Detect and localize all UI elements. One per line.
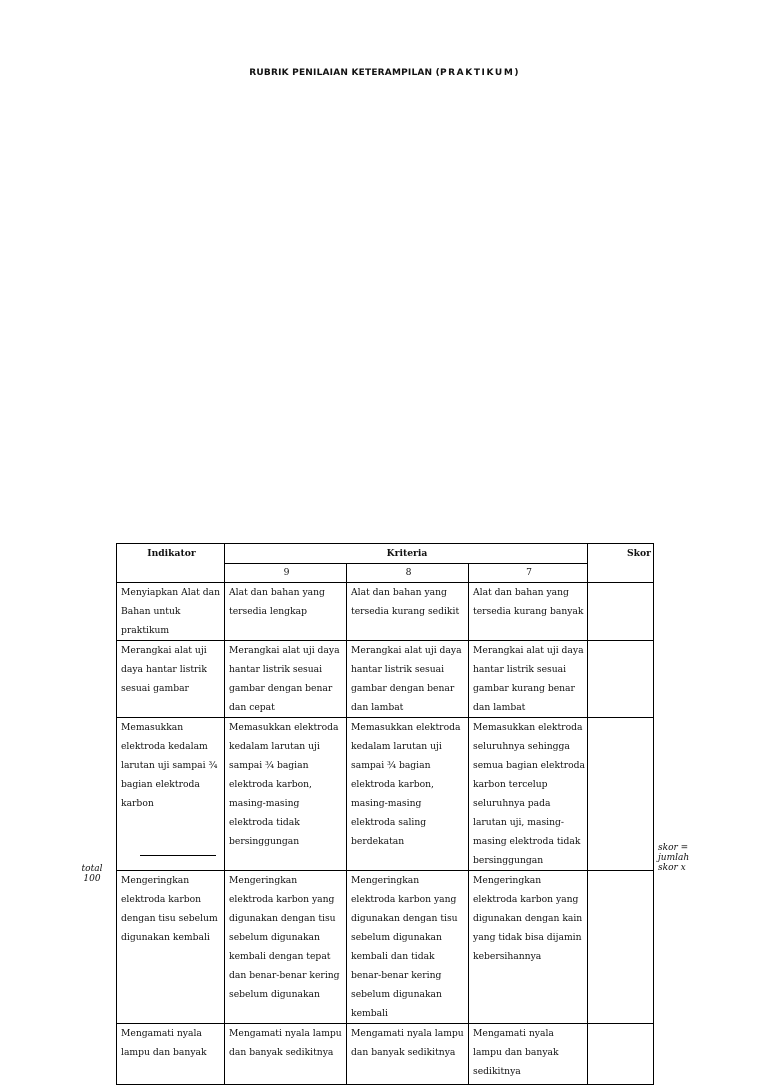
criteria-7-cell: Alat dan bahan yang tersedia kurang banyak [469, 583, 588, 641]
criteria-9-cell: Mengeringkan elektroda karbon yang digunakan dengan tisu sebelum digunakan kembali dengan tepat dan benar-benar kering sebelum digunakan [225, 871, 347, 1024]
title-main: RUBRIK PENILAIAN KETERAMPILAN ( [249, 68, 440, 78]
criteria-8-cell: Mengamati nyala lampu dan banyak sedikitnya [347, 1024, 469, 1085]
header-criteria: Kriteria [225, 544, 588, 564]
table-row [117, 871, 654, 1024]
score-cell[interactable] [588, 871, 654, 1024]
indicator-cell: Menyiapkan Alat dan Bahan untuk praktikum [117, 583, 225, 641]
indicator-cell: Memasukkan elektroda kedalam larutan uji sampai ¾ bagian elektroda karbon [117, 718, 225, 871]
criteria-7-cell: Mengamati nyala lampu dan banyak sedikitnya [469, 1024, 588, 1085]
criteria-9-cell: Mengamati nyala lampu dan banyak sedikitnya [225, 1024, 347, 1085]
score-cell[interactable] [588, 641, 654, 718]
header-row [117, 544, 654, 564]
score-cell[interactable] [588, 1024, 654, 1085]
fraction-line [140, 855, 216, 856]
table-row [117, 718, 654, 871]
title-spaced: PRAKTIKUM [439, 68, 515, 78]
criteria-8-cell: Mengeringkan elektroda karbon yang digunakan dengan tisu sebelum digunakan kembali dan tidak benar-benar kering sebelum digunakan kembali [347, 871, 469, 1024]
criteria-7-cell: Mengeringkan elektroda karbon yang digunakan dengan kain yang tidak bisa dijamin kebersihannya [469, 871, 588, 1024]
indicator-cell: Mengeringkan elektroda karbon dengan tisu sebelum digunakan kembali [117, 871, 225, 1024]
header-score: Skor [588, 544, 654, 583]
rubric-table [116, 543, 654, 1085]
note-total: total 100 [81, 864, 103, 884]
score-cell[interactable] [588, 583, 654, 641]
criteria-8-cell: Memasukkan elektroda kedalam larutan uji sampai ¾ bagian elektroda karbon, masing-masing elektroda saling berdekatan [347, 718, 469, 871]
page-title [0, 68, 768, 78]
criteria-7-cell: Memasukkan elektroda seluruhnya sehingga semua bagian elektroda karbon tercelup seluruhnya pada larutan uji, masing-masing elektroda tidak bersinggungan [469, 718, 588, 871]
table-row [117, 641, 654, 718]
criteria-8-cell: Alat dan bahan yang tersedia kurang sedikit [347, 583, 469, 641]
indicator-cell: Mengamati nyala lampu dan banyak [117, 1024, 225, 1085]
criteria-9-cell: Memasukkan elektroda kedalam larutan uji sampai ¾ bagian elektroda karbon, masing-masing elektroda tidak bersinggungan [225, 718, 347, 871]
criteria-8-cell: Merangkai alat uji daya hantar listrik sesuai gambar dengan benar dan lambat [347, 641, 469, 718]
table-row [117, 1024, 654, 1085]
title-close: ) [514, 68, 519, 78]
header-indicator: Indikator [117, 544, 225, 583]
criteria-9-cell: Alat dan bahan yang tersedia lengkap [225, 583, 347, 641]
criteria-9-cell: Merangkai alat uji daya hantar listrik sesuai gambar dengan benar dan cepat [225, 641, 347, 718]
level-9: 9 [225, 564, 347, 583]
indicator-cell: Merangkai alat uji daya hantar listrik sesuai gambar [117, 641, 225, 718]
score-cell[interactable] [588, 718, 654, 871]
criteria-7-cell: Merangkai alat uji daya hantar listrik sesuai gambar kurang benar dan lambat [469, 641, 588, 718]
note-score-formula: skor = jumlah skor x [658, 843, 690, 873]
table-row [117, 583, 654, 641]
level-8: 8 [347, 564, 469, 583]
level-7: 7 [469, 564, 588, 583]
